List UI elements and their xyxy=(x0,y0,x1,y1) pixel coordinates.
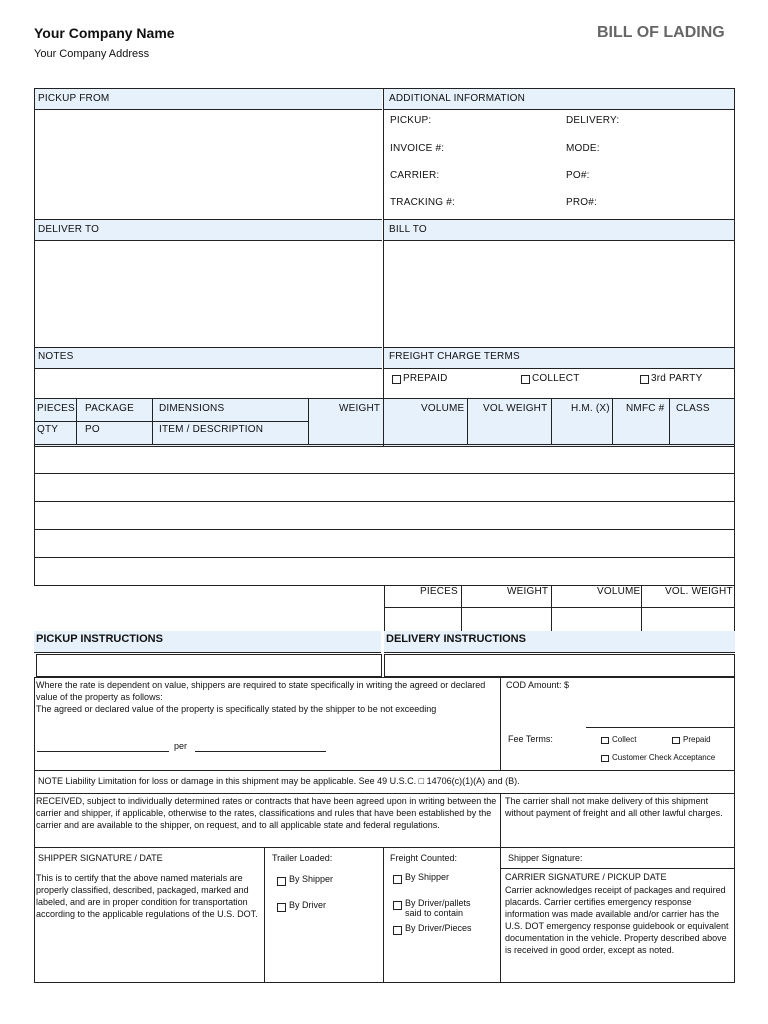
prepaid-checkbox[interactable] xyxy=(392,375,401,384)
prepaid-label: PREPAID xyxy=(403,373,448,384)
col-pieces: PIECES xyxy=(37,403,75,414)
deliver-to-label: DELIVER TO xyxy=(38,224,100,235)
declared-value-line[interactable] xyxy=(37,751,169,752)
delivery-instructions-header xyxy=(384,631,735,653)
fee-prepaid-label: Prepaid xyxy=(683,735,711,744)
value-declaration-text-2: The agreed or declared value of the property is specifically stated by the shipper to be not exceeding xyxy=(36,704,437,714)
delivery-instructions-label: DELIVERY INSTRUCTIONS xyxy=(386,633,526,645)
fc-by-shipper-label: By Shipper xyxy=(405,872,450,882)
carrier-acknowledgement-text: Carrier acknowledges receipt of packages and required placards. Carrier certifies emergency response information was made available and/or carrier has the U.S. DOT emergency response guidebook or equivalent documentation in the vehicle. Property described above is received in good order, except as noted. xyxy=(505,885,729,955)
freight-counted-label: Freight Counted: xyxy=(390,853,458,863)
trailer-by-driver-label: By Driver xyxy=(289,900,327,910)
notes-header xyxy=(35,347,382,369)
deliver-to-field[interactable] xyxy=(35,241,382,346)
table-row[interactable] xyxy=(35,502,734,529)
col-dimensions: DIMENSIONS xyxy=(159,403,225,414)
delivery-date-label: DELIVERY: xyxy=(566,115,620,126)
table-row[interactable] xyxy=(35,474,734,501)
liability-note: NOTE Liability Limitation for loss or damage in this shipment may be applicable. See 49 U.S.C. □ 14706(c)(1)(A) and (B). xyxy=(38,776,520,786)
delivery-instructions-field[interactable] xyxy=(384,654,735,677)
carrier-delivery-text: The carrier shall not make delivery of this shipment without payment of freight and all other lawful charges. xyxy=(505,796,723,818)
collect-checkbox[interactable] xyxy=(521,375,530,384)
shipper-certification-text: This is to certify that the above named materials are properly classified, described, packaged, marked and labeled, and are in proper condition for transportation according to the applicable regulations of the U.S. DOT. xyxy=(36,873,258,919)
invoice-label: INVOICE #: xyxy=(390,143,445,154)
freight-terms-header xyxy=(384,347,734,369)
notes-field[interactable] xyxy=(35,369,382,397)
notes-label: NOTES xyxy=(38,351,74,362)
pickup-from-label: PICKUP FROM xyxy=(38,93,110,104)
cod-amount-label: COD Amount: $ xyxy=(506,680,570,690)
pickup-date-label: PICKUP: xyxy=(390,115,432,126)
deliver-to-header xyxy=(35,219,382,241)
mode-label: MODE: xyxy=(566,143,600,154)
fc-by-driver-pallets-label: By Driver/pallets xyxy=(405,898,471,908)
total-pieces-label: PIECES xyxy=(420,586,458,597)
carrier-label: CARRIER: xyxy=(390,170,440,181)
fee-terms-label: Fee Terms: xyxy=(508,734,553,744)
col-package: PACKAGE xyxy=(85,403,135,414)
carrier-sig-date-label: CARRIER SIGNATURE / PICKUP DATE xyxy=(505,872,667,882)
pickup-instructions-field[interactable] xyxy=(36,654,382,677)
fee-collect-checkbox[interactable] xyxy=(601,737,609,744)
trailer-by-shipper-checkbox[interactable] xyxy=(277,877,286,886)
fee-prepaid-checkbox[interactable] xyxy=(672,737,680,744)
bill-to-field[interactable] xyxy=(384,241,734,346)
customer-check-label: Customer Check Acceptance xyxy=(612,753,716,762)
doc-title: BILL OF LADING xyxy=(597,24,725,41)
pickup-from-field[interactable] xyxy=(35,110,382,218)
customer-check-checkbox[interactable] xyxy=(601,755,609,762)
received-text: RECEIVED, subject to individually determined rates or contracts that have been agreed upon in writing between the carrier and shipper, if applicable, otherwise to the rates, classifications and rules that have been established by the carrier and are available to the shipper, on request, and to all applicable state and federal regulations. xyxy=(36,796,497,830)
trailer-by-shipper-label: By Shipper xyxy=(289,874,334,884)
fc-by-shipper-checkbox[interactable] xyxy=(393,875,402,884)
per-unit-line[interactable] xyxy=(195,751,326,752)
col-vol-weight: VOL WEIGHT xyxy=(483,403,548,414)
total-volume-label: VOLUME xyxy=(597,586,641,597)
col-class: CLASS xyxy=(676,403,710,414)
company-name: Your Company Name xyxy=(34,25,175,41)
col-weight: WEIGHT xyxy=(339,403,381,414)
trailer-loaded-label: Trailer Loaded: xyxy=(272,853,333,863)
freight-terms-label: FREIGHT CHARGE TERMS xyxy=(389,351,520,362)
company-address: Your Company Address xyxy=(34,48,150,60)
pickup-instructions-header xyxy=(34,631,381,653)
shipper-signature-label: Shipper Signature: xyxy=(508,853,583,863)
col-hm: H.M. (X) xyxy=(571,403,610,414)
value-declaration-text: Where the rate is dependent on value, shippers are required to state specifically in writing the agreed or declared value of the property as follows: xyxy=(36,680,486,702)
additional-info-label: ADDITIONAL INFORMATION xyxy=(389,93,526,104)
bill-to-header xyxy=(384,219,734,241)
total-weight-label: WEIGHT xyxy=(507,586,549,597)
fc-said-to-contain-label: said to contain xyxy=(405,908,464,918)
pro-label: PRO#: xyxy=(566,197,598,208)
tracking-label: TRACKING #: xyxy=(390,197,455,208)
col-qty: QTY xyxy=(37,424,59,435)
col-nmfc: NMFC # xyxy=(626,403,665,414)
col-po: PO xyxy=(85,424,100,435)
shipper-sig-date-label: SHIPPER SIGNATURE / DATE xyxy=(38,853,163,863)
fc-by-driver-pieces-label: By Driver/Pieces xyxy=(405,923,472,933)
per-label: per xyxy=(174,741,188,751)
trailer-by-driver-checkbox[interactable] xyxy=(277,903,286,912)
fc-by-driver-pieces-checkbox[interactable] xyxy=(393,926,402,935)
total-vol-weight-label: VOL. WEIGHT xyxy=(665,586,733,597)
third-party-checkbox[interactable] xyxy=(640,375,649,384)
table-row[interactable] xyxy=(35,447,734,473)
table-row[interactable] xyxy=(35,558,734,585)
pickup-instructions-label: PICKUP INSTRUCTIONS xyxy=(36,633,163,645)
third-party-label: 3rd PARTY xyxy=(651,373,703,384)
col-volume: VOLUME xyxy=(421,403,465,414)
table-row[interactable] xyxy=(35,530,734,557)
additional-info-header xyxy=(384,89,734,110)
bill-to-label: BILL TO xyxy=(389,224,427,235)
collect-label: COLLECT xyxy=(532,373,580,384)
po-label: PO#: xyxy=(566,170,590,181)
fc-by-driver-pallets-checkbox[interactable] xyxy=(393,901,402,910)
col-item-description: ITEM / DESCRIPTION xyxy=(159,424,264,435)
pickup-from-header xyxy=(35,89,382,110)
fee-collect-label: Collect xyxy=(612,735,637,744)
